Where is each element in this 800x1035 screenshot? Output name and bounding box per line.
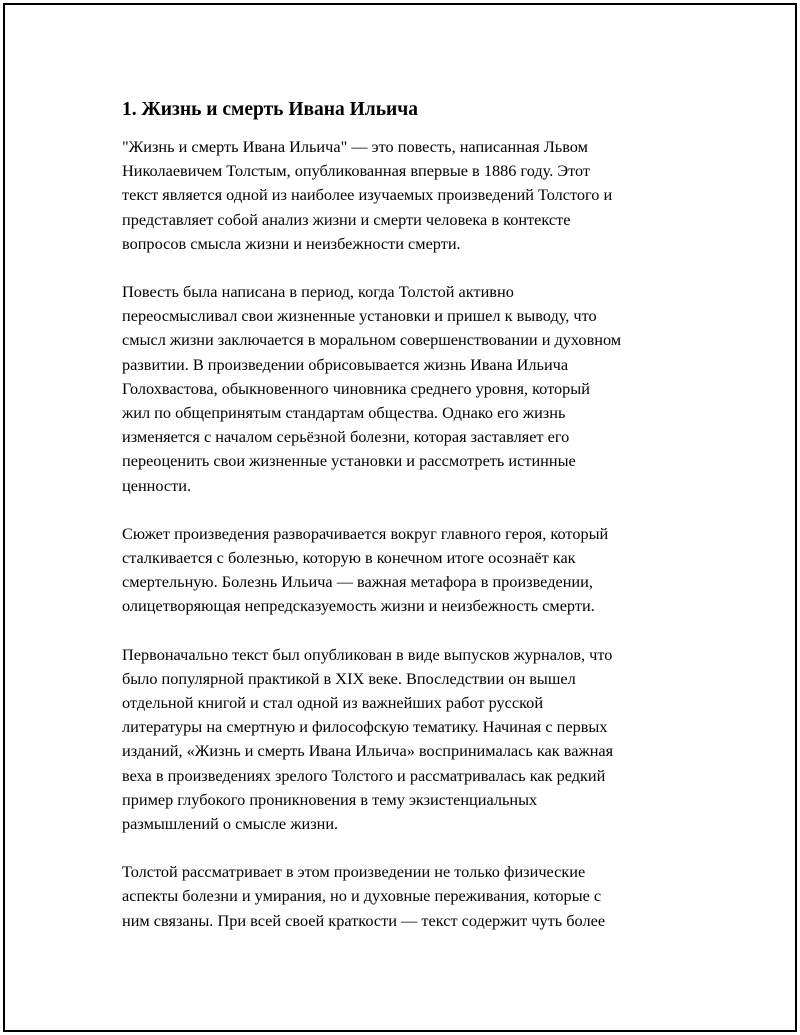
text-line: ценности. [122,475,192,495]
document-title: 1. Жизнь и смерть Ивана Ильича [122,99,419,120]
page-frame [3,3,797,1032]
text-line: Повесть была написана в период, когда Толстой активно [122,282,514,302]
paragraph-1 [122,135,692,256]
text-line: веха в произведениях зрелого Толстого и рассматривалась как редкий [122,765,606,785]
text-line: смысл жизни заключается в моральном совершенствовании и духовном [122,330,622,350]
text-line: Николаевичем Толстым, опубликованная впервые в 1886 году. Этот [122,161,591,181]
text-line: смертельную. Болезнь Ильича — важная метафора в произведении, [122,572,593,592]
text-line: было популярной практикой в XIX веке. Впоследствии он вышел [122,668,576,688]
text-line: размышлений о смысле жизни. [122,814,339,834]
text-line: ним связаны. При всей своей краткости — текст содержит чуть более [122,910,606,930]
text-line: развитии. В произведении обрисовывается жизнь Ивана Ильича [122,354,569,374]
paragraph-2 [122,280,692,498]
text-line: Сюжет произведения разворачивается вокруг главного героя, который [122,523,609,543]
paragraph-3 [122,522,692,619]
text-line: пример глубокого проникновения в тему экзистенциальных [122,789,538,809]
paragraph-5 [122,860,692,933]
text-line: олицетворяющая непредсказуемость жизни и неизбежность смерти. [122,596,595,616]
text-line: "Жизнь и смерть Ивана Ильича" — это повесть, написанная Львом [122,137,588,156]
text-line: Первоначально текст был опубликован в виде выпусков журналов, что [122,644,613,664]
text-line: сталкивается с болезнью, которую в конечном итоге осознаёт как [122,548,576,568]
text-line: переоценить свои жизненные установки и рассмотреть истинные [122,451,576,471]
text-line: отдельной книгой и стал одной из важнейших работ русской [122,693,544,713]
text-line: переосмысливал свои жизненные установки и пришел к выводу, что [122,306,597,326]
text-line: изданий, «Жизнь и смерть Ивана Ильича» воспринималась как важная [122,741,614,761]
text-line: изменяется с началом серьёзной болезни, которая заставляет его [122,427,570,447]
text-line: аспекты болезни и умирания, но и духовные переживания, которые с [122,886,602,906]
paragraph-4 [122,643,692,837]
text-line: Толстой рассматривает в этом произведении не только физические [122,862,586,882]
text-line: жил по общепринятым стандартам общества. Однако его жизнь [122,403,566,423]
document-body [122,97,692,957]
text-line: текст является одной из наиболее изучаемых произведений Толстого и [122,185,613,205]
text-line: литературы на смертную и философскую тематику. Начиная с первых [122,717,608,737]
text-line: вопросов смысла жизни и неизбежности смерти. [122,233,461,253]
text-line: представляет собой анализ жизни и смерти человека в контексте [122,209,571,229]
text-line: Голохвастова, обыкновенного чиновника среднего уровня, который [122,378,590,398]
